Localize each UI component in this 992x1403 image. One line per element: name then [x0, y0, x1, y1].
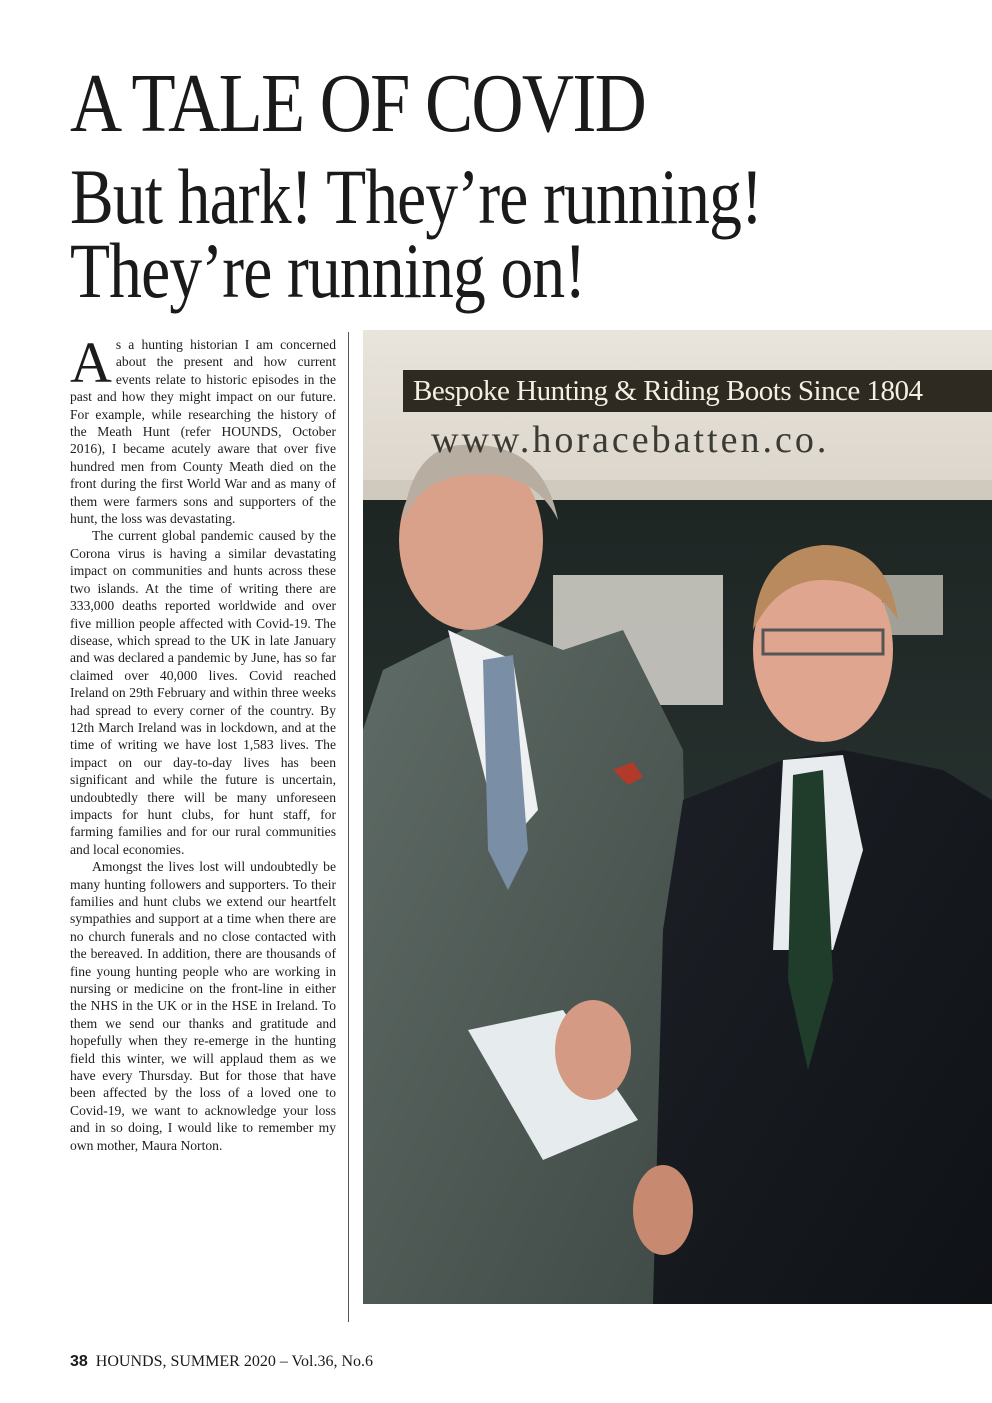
photo-banner-url: www.horacebatten.co. [431, 419, 830, 461]
photo-banner-text: Bespoke Hunting & Riding Boots Since 1804 [403, 370, 992, 412]
paragraph-2: The current global pandemic caused by the Corona virus is having a similar devastating impact on communities and hunts across these two islands. At the time of writing there are 333,000 deaths reported worldwide and over five million people affected with Covid-19. The disease, which spread to the UK in late January and was declared a pandemic by June, has so far claimed over 40,000 lives. Covid reached Ireland on 29th February and within three weeks had spread to every corner of the country. By 12th March Ireland was in lockdown, and at the time of writing we have lost 1,583 lives. The impact on our day-to-day lives has been significant and while the future is uncertain, undoubtedly there will be many unforeseen impacts for hunt clubs, for hunt staff, for farming families and for our rural communities and local economies. [70, 528, 336, 857]
page-footer [70, 1353, 373, 1371]
article-body [70, 330, 336, 1154]
photo-illustration [363, 330, 992, 1304]
article-kicker: A TALE OF COVID [70, 57, 646, 150]
column-divider [348, 332, 349, 1322]
drop-cap: A [70, 330, 112, 395]
paragraph-1-text: s a hunting historian I am concerned about the present and how current events relate to historic episodes in the past and how they might impact on our future. For example, while researching the history of the Meath Hunt (refer HOUNDS, October 2016), I became acutely aware that over five hundred men from County Meath died on the front during the first World War and as many of them were farmers sons and supporters of the hunt, the loss was devastating. [70, 337, 336, 527]
publication-info: HOUNDS, SUMMER 2020 – Vol.36, No.6 [95, 1353, 374, 1370]
headline-line-1: But hark! They’re running! [70, 153, 763, 240]
article-headline [70, 153, 910, 314]
headline-line-2: They’re running on! [70, 227, 586, 314]
paragraph-3: Amongst the lives lost will undoubtedly be many hunting followers and supporters. To their families and hunt clubs we extend our heartfelt sympathies and support at a time when there are no church funerals and no close contacted with the bereaved. In addition, there are thousands of fine young hunting people who are working in nursing or medicine on the front-line in either the NHS in the UK or in the HSE in Ireland. To them we send our thanks and gratitude and hopefully when they re-emerge in the hunting field this winter, we will applaud them as we have every Thursday. But for those that have been affected by the loss of a loved one to Covid-19, we want to acknowledge your loss and in so doing, I would like to remember my own mother, Maura Norton. [70, 859, 336, 1153]
article-photo [363, 330, 992, 1304]
paragraph-1 [70, 330, 336, 527]
page-number: 38 [70, 1353, 88, 1370]
